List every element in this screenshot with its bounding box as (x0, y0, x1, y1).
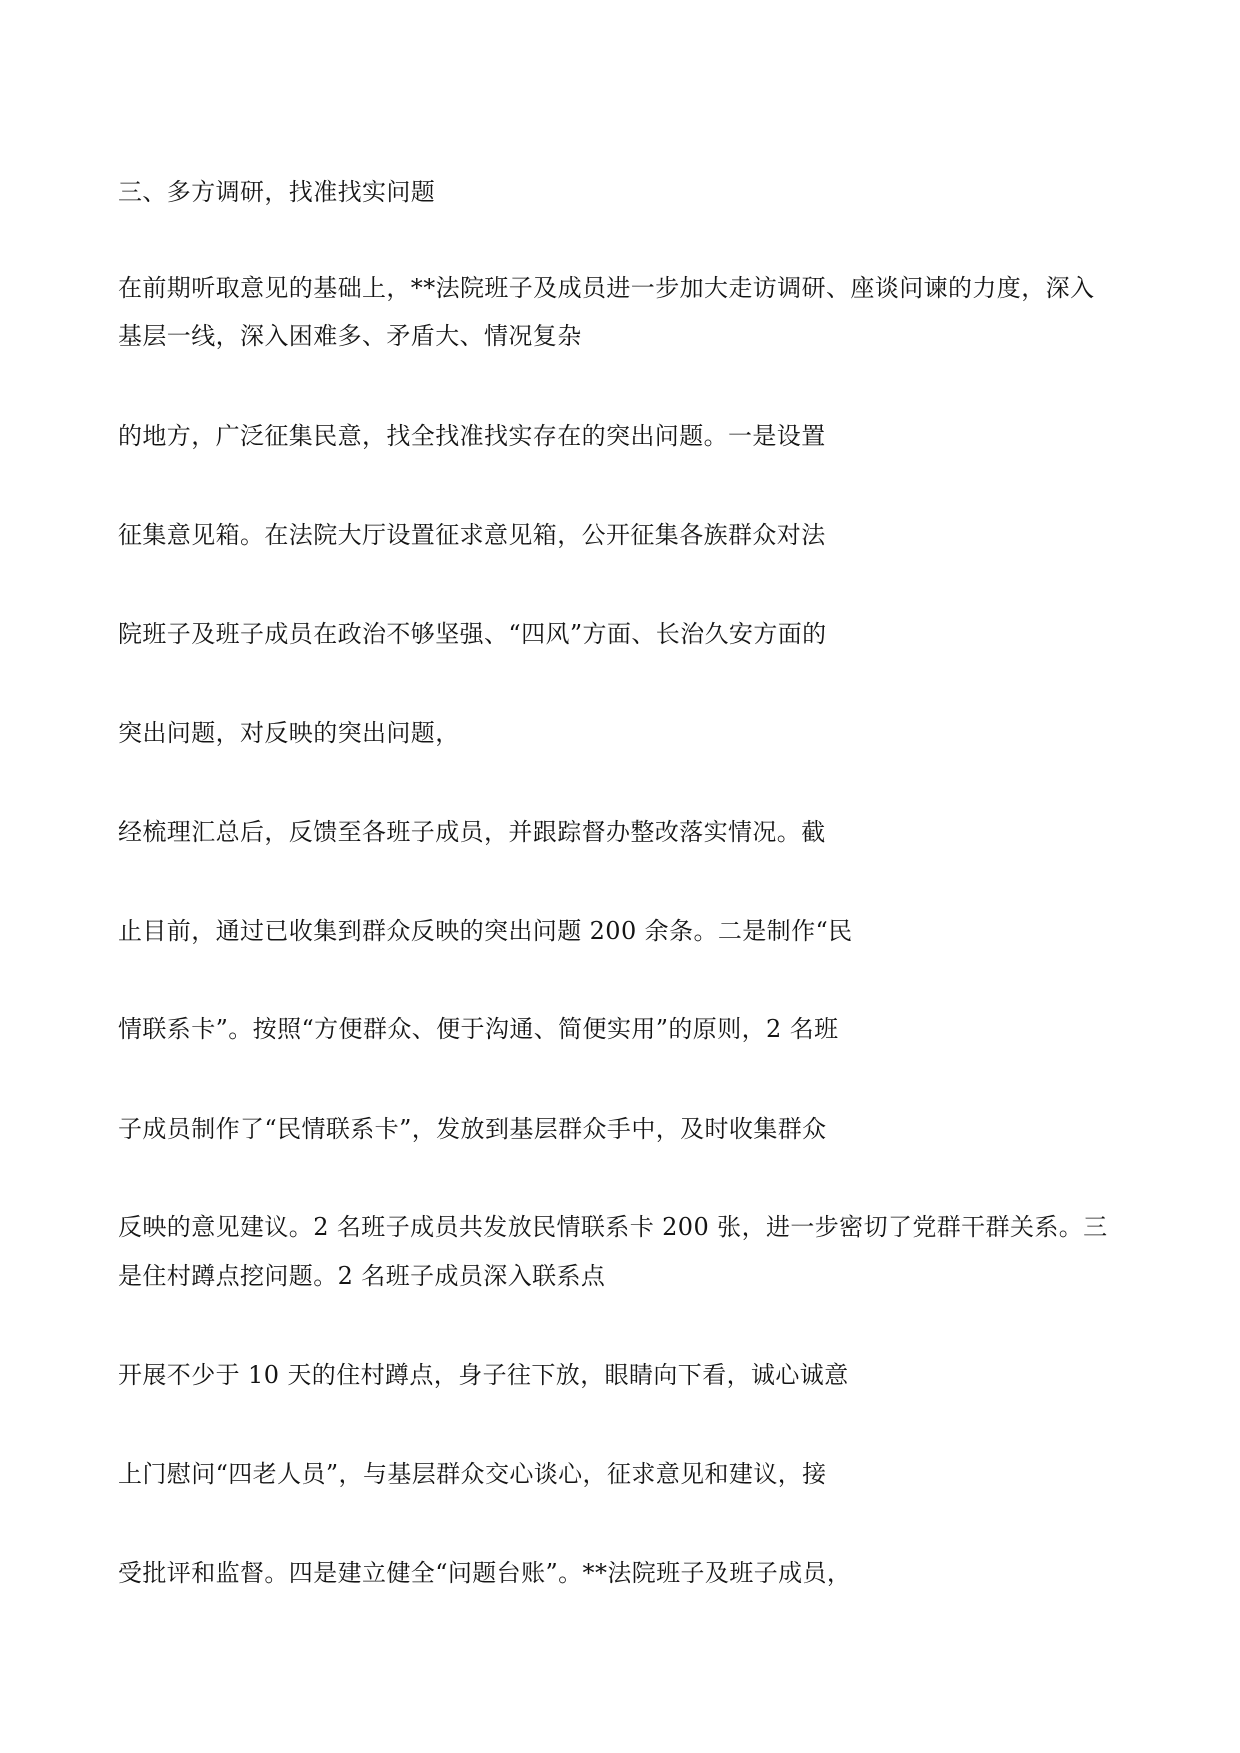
paragraph-line: 开展不少于 10 天的住村蹲点，身子往下放，眼睛向下看，诚心诚意 (118, 1361, 849, 1389)
paragraph-line: 上门慰问“四老人员”，与基层群众交心谈心，征求意见和建议，接 (118, 1460, 827, 1488)
paragraph-line: 受批评和监督。四是建立健全“问题台账”。**法院班子及班子成员， (118, 1559, 852, 1587)
paragraph-line: 情联系卡”。按照“方便群众、便于沟通、简便实用”的原则，2 名班 (118, 1015, 839, 1043)
paragraph-line: 止目前，通过已收集到群众反映的突出问题 200 余条。二是制作“民 (118, 917, 853, 945)
paragraph-line: 在前期听取意见的基础上，**法院班子及成员进一步加大走访调研、座谈问谏的力度，深入 (118, 274, 1095, 302)
paragraph-line: 院班子及班子成员在政治不够坚强、“四风”方面、长治久安方面的 (118, 620, 827, 648)
paragraph-line: 反映的意见建议。2 名班子成员共发放民情联系卡 200 张，进一步密切了党群干群关系。三 (118, 1213, 1108, 1241)
paragraph-line: 经梳理汇总后，反馈至各班子成员，并跟踪督办整改落实情况。截 (118, 818, 826, 846)
paragraph-line: 子成员制作了“民情联系卡”，发放到基层群众手中，及时收集群众 (118, 1115, 827, 1143)
paragraph-line: 突出问题，对反映的突出问题， (118, 719, 460, 747)
section-heading: 三、多方调研，找准找实问题 (118, 178, 436, 206)
paragraph-line: 是住村蹲点挖问题。2 名班子成员深入联系点 (118, 1262, 606, 1290)
paragraph-line: 的地方，广泛征集民意，找全找准找实存在的突出问题。一是设置 (118, 422, 826, 450)
paragraph-line: 基层一线，深入困难多、矛盾大、情况复杂 (118, 322, 582, 350)
paragraph-line: 征集意见箱。在法院大厅设置征求意见箱，公开征集各族群众对法 (118, 521, 826, 549)
